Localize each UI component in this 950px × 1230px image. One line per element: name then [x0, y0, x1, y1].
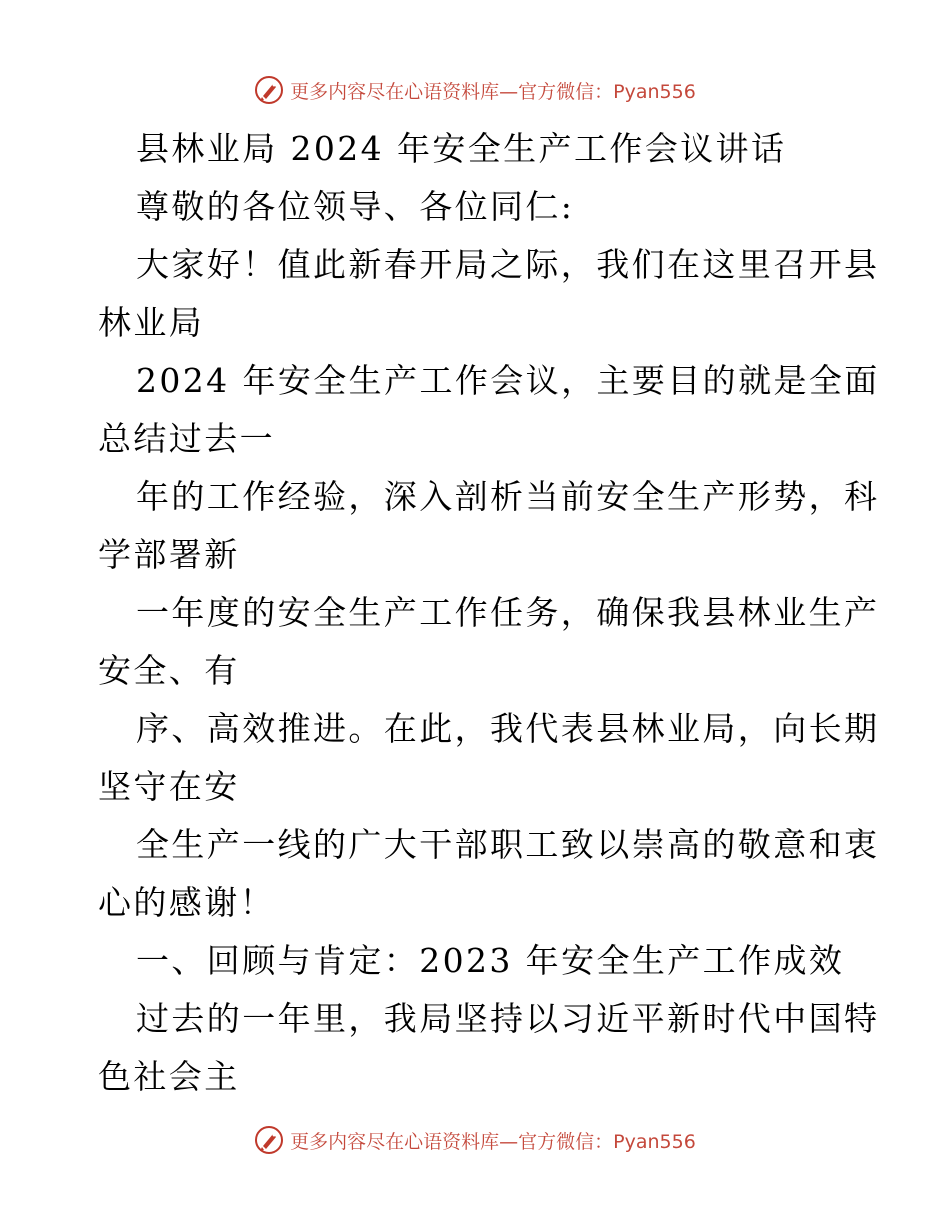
salutation: 尊敬的各位领导、各位同仁:	[136, 187, 575, 226]
pen-nib-logo-icon	[254, 1125, 284, 1155]
paragraph-line: 全生产一线的广大干部职工致以崇高的敬意和衷	[136, 825, 880, 864]
paragraph-line: 林业局	[98, 303, 205, 342]
watermark-text: 更多内容尽在心语资料库—官方微信：Pyan556	[290, 1130, 696, 1153]
paragraph-line: 一年度的安全生产工作任务，确保我县林业生产	[136, 593, 880, 632]
paragraph-line: 大家好！值此新春开局之际，我们在这里召开县	[136, 245, 880, 284]
paragraph-line: 心的感谢！	[98, 883, 275, 922]
document-title: 县林业局 2024 年安全生产工作会议讲话	[136, 129, 787, 168]
paragraph-line: 2024 年安全生产工作会议，主要目的就是全面	[136, 361, 880, 400]
paragraph-line: 安全、有	[98, 651, 240, 690]
header-watermark-banner	[0, 72, 950, 108]
watermark-text: 更多内容尽在心语资料库—官方微信：Pyan556	[290, 80, 696, 103]
paragraph-line: 总结过去一	[98, 419, 275, 458]
section-heading: 一、回顾与肯定：2023 年安全生产工作成效	[136, 941, 845, 980]
paragraph-line: 色社会主	[98, 1057, 240, 1096]
paragraph-line: 年的工作经验，深入剖析当前安全生产形势，科	[136, 477, 880, 516]
paragraph-line: 学部署新	[98, 535, 240, 574]
footer-watermark-banner	[0, 1122, 950, 1158]
paragraph-line: 坚守在安	[98, 767, 240, 806]
paragraph-line: 过去的一年里，我局坚持以习近平新时代中国特	[136, 999, 880, 1038]
paragraph-line: 序、高效推进。在此，我代表县林业局，向长期	[136, 709, 880, 748]
pen-nib-logo-icon	[254, 75, 284, 105]
